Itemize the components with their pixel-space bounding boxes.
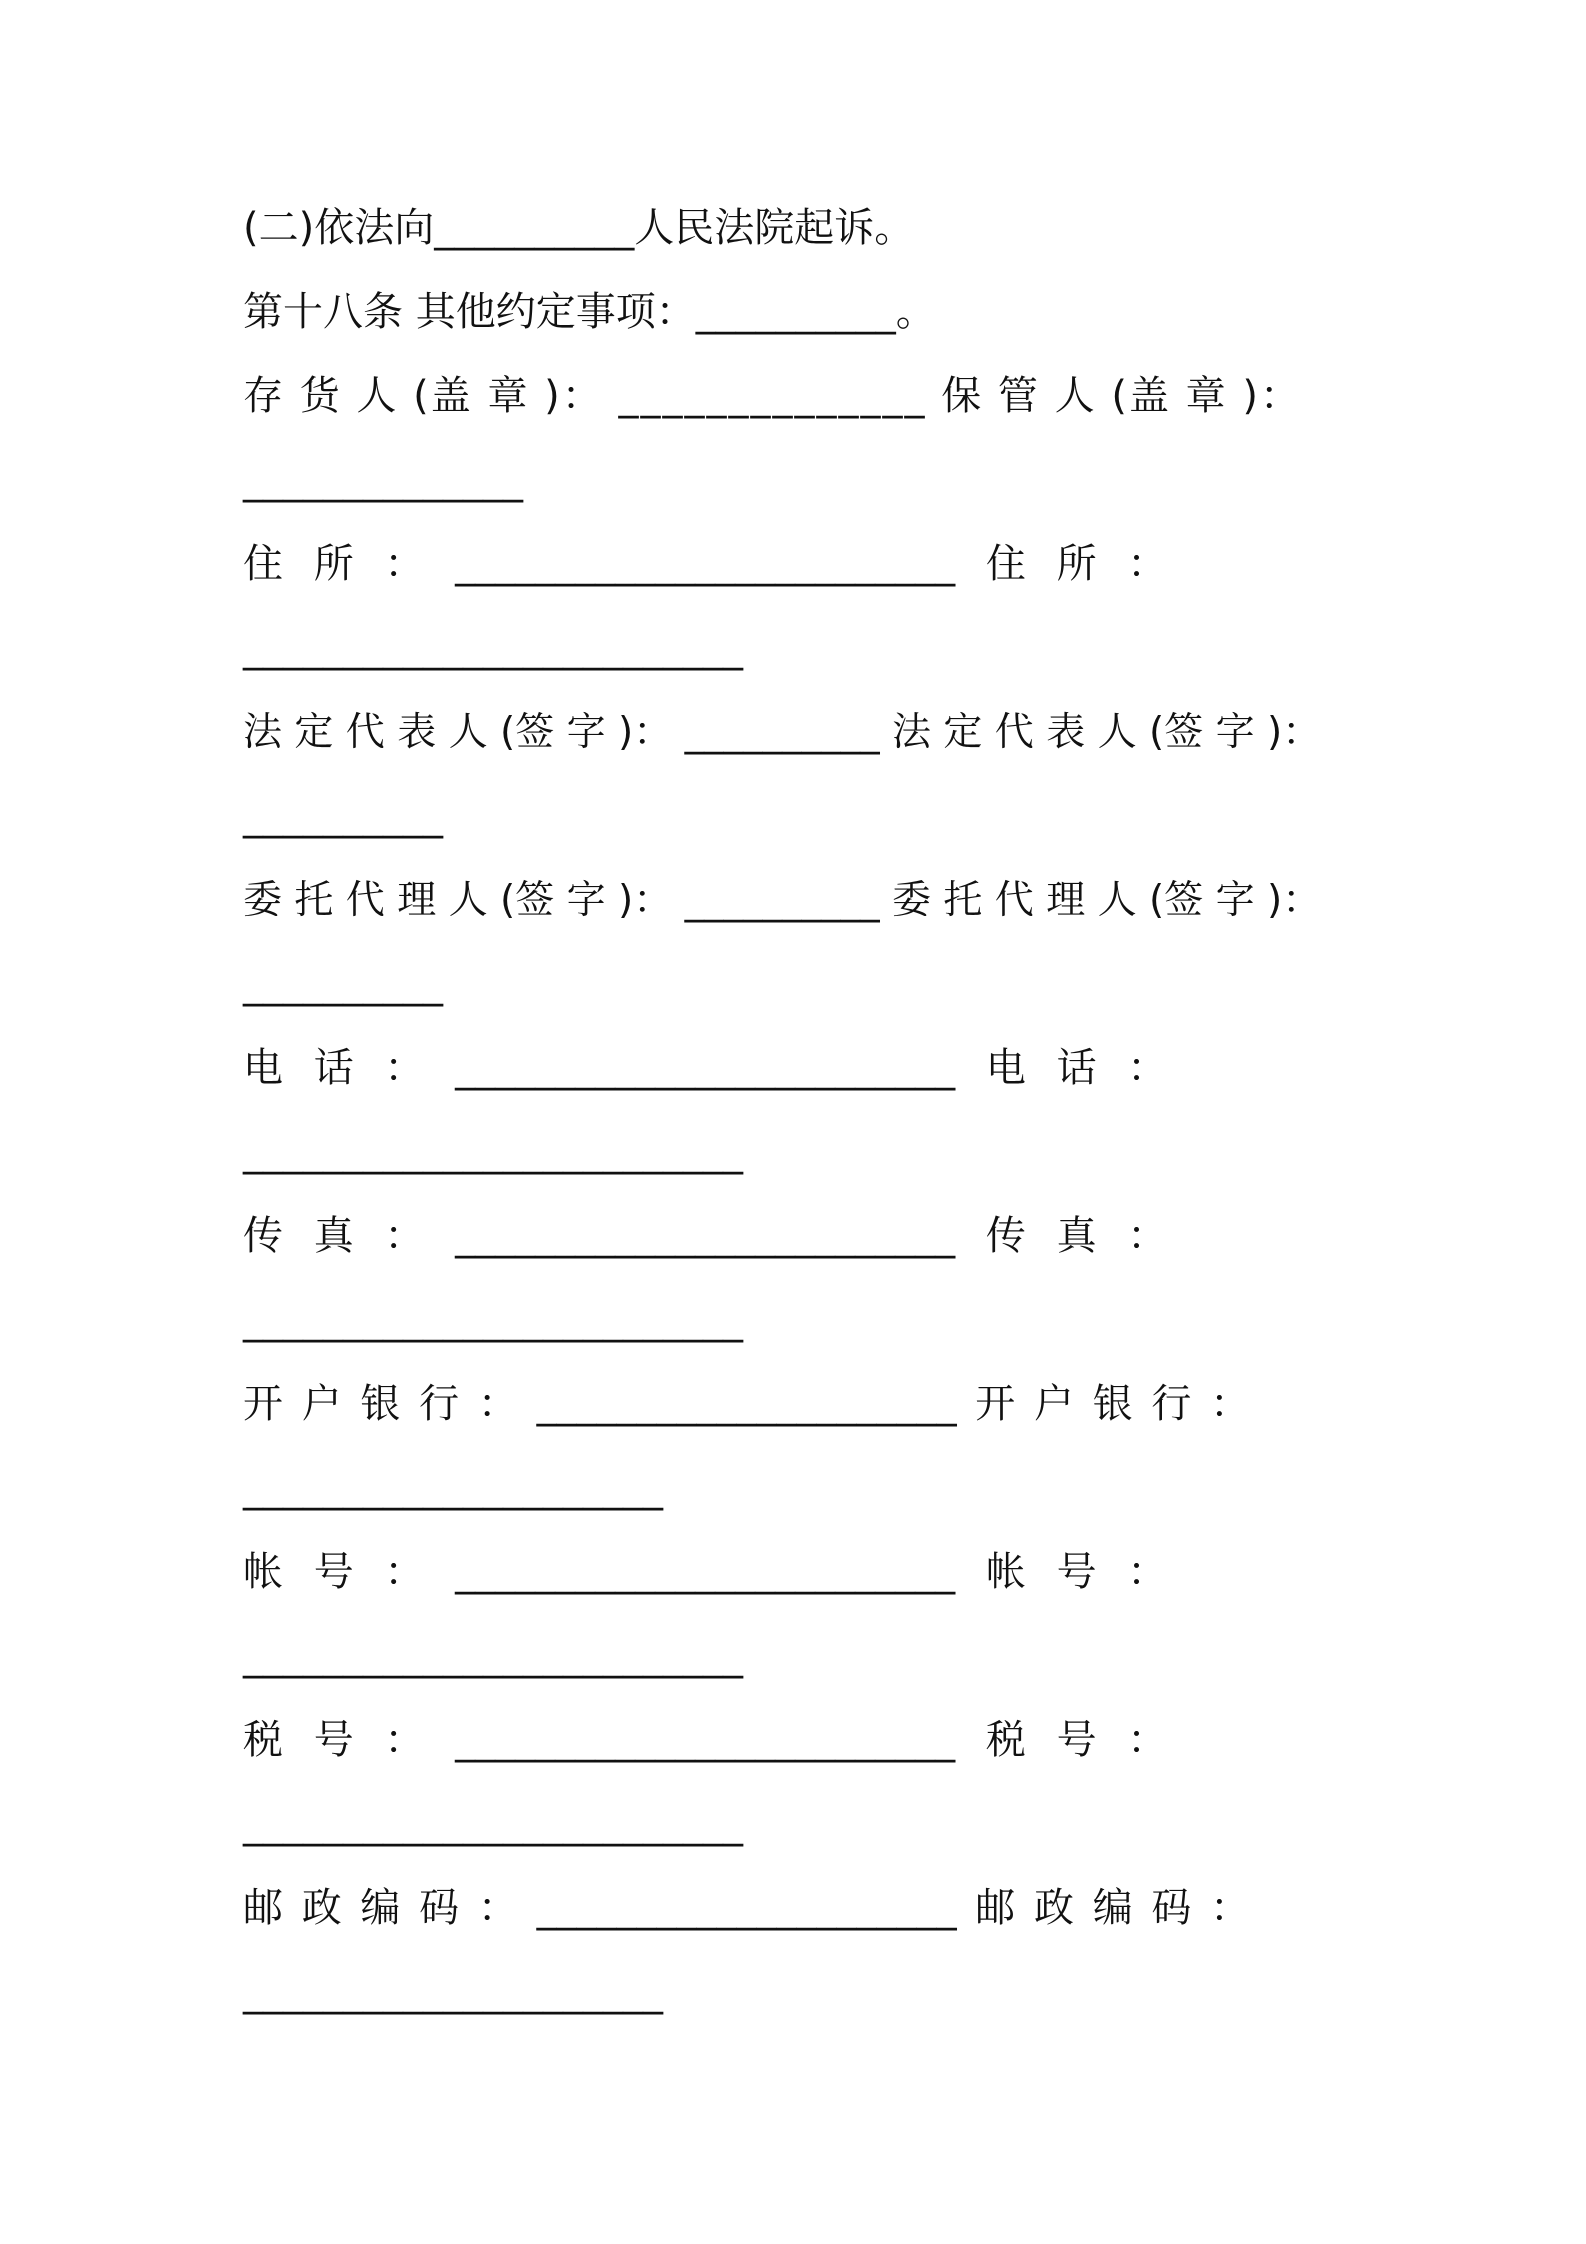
address-row-continuation	[243, 620, 743, 676]
address-blank: _________________________	[243, 625, 743, 671]
postcode-blank: _____________________	[243, 1969, 663, 2015]
phone-row-continuation	[243, 1124, 743, 1180]
postcode-row-continuation	[243, 1964, 663, 2020]
bank-row-text: 开 户 银 行 ： _____________________ 开 户 银 行 ：	[243, 1381, 1251, 1427]
bank-row	[243, 1376, 1343, 1432]
phone-row	[243, 1040, 1343, 1096]
agent-row-text: 委 托 代 理 人 (签 字 )： __________ 委 托 代 理 人 (签 字 )：	[243, 878, 1322, 923]
account-row-continuation	[243, 1628, 743, 1684]
seal-row-text: 存 货 人 (盖 章 )： ______________ 保 管 人 (盖 章 )：	[243, 373, 1302, 419]
legal-rep-row	[243, 704, 1343, 760]
phone-row-text: 电 话 ： _________________________ 电 话 ：	[243, 1045, 1168, 1091]
legal-rep-row-continuation	[243, 788, 443, 844]
bank-row-continuation	[243, 1460, 663, 1516]
postcode-row-text: 邮 政 编 码 ： _____________________ 邮 政 编 码 ：	[243, 1885, 1251, 1931]
tax-id-blank: _________________________	[243, 1801, 743, 1847]
account-row	[243, 1544, 1343, 1600]
agent-blank: __________	[243, 961, 443, 1007]
fax-row-text: 传 真 ： _________________________ 传 真 ：	[243, 1213, 1168, 1259]
fax-row	[243, 1208, 1343, 1264]
seal-row	[243, 368, 1343, 424]
agent-row	[243, 872, 1343, 928]
address-row	[243, 536, 1343, 592]
other-matters-text: 第十八条 其他约定事项：__________。	[243, 289, 936, 335]
bank-blank: _____________________	[243, 1465, 663, 1511]
fax-blank: _________________________	[243, 1297, 743, 1343]
seal-blank: ______________	[243, 457, 523, 503]
account-row-text: 帐 号 ： _________________________ 帐 号 ：	[243, 1549, 1168, 1595]
address-row-text: 住 所 ： _________________________ 住 所 ：	[243, 541, 1168, 587]
postcode-row	[243, 1880, 1343, 1936]
account-blank: _________________________	[243, 1633, 743, 1679]
other-matters-line	[243, 284, 1343, 340]
tax-id-row-text: 税 号 ： _________________________ 税 号 ：	[243, 1717, 1168, 1763]
phone-blank: _________________________	[243, 1129, 743, 1175]
court-line	[243, 200, 1343, 256]
legal-rep-row-text: 法 定 代 表 人 (签 字 )： __________ 法 定 代 表 人 (签 字 )：	[243, 710, 1322, 755]
tax-id-row-continuation	[243, 1796, 743, 1852]
fax-row-continuation	[243, 1292, 743, 1348]
agent-row-continuation	[243, 956, 443, 1012]
tax-id-row	[243, 1712, 1343, 1768]
seal-row-continuation	[243, 452, 523, 508]
court-line-text: (二)依法向__________人民法院起诉。	[243, 205, 915, 251]
legal-rep-blank: __________	[243, 793, 443, 839]
